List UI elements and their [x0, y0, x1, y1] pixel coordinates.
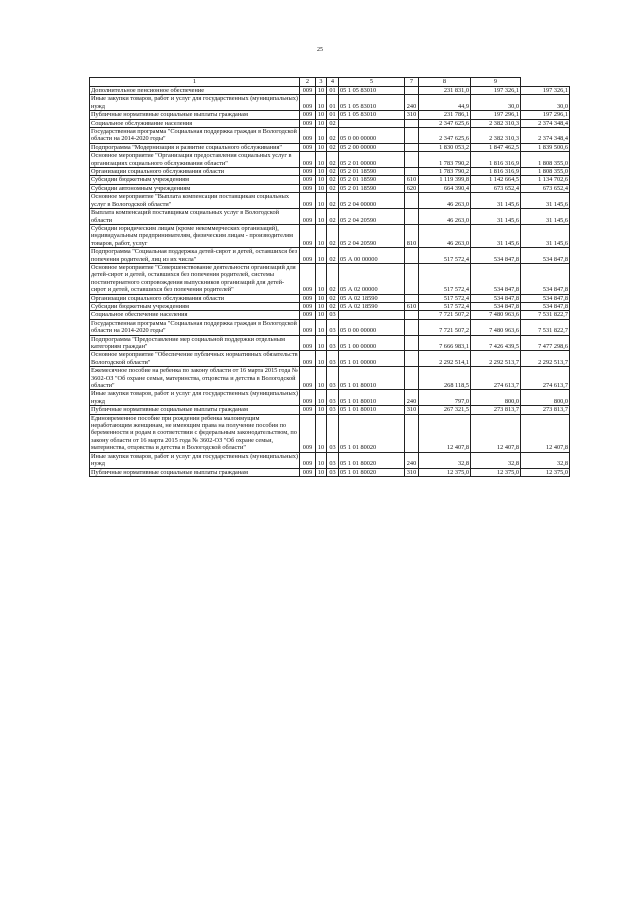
table-row — [90, 414, 570, 452]
table-row — [90, 111, 570, 119]
admin-code-cell: 009 — [300, 143, 316, 151]
subsection-cell: 03 — [327, 406, 339, 414]
admin-code-cell: 009 — [300, 263, 316, 294]
expense-type-cell: 310 — [405, 406, 419, 414]
expense-type-cell — [405, 335, 419, 351]
amount-2019-cell: 197 296,1 — [471, 111, 521, 119]
amount-2020-cell: 534 847,8 — [521, 294, 570, 302]
page-number: 25 — [317, 47, 323, 53]
admin-code-cell: 009 — [300, 152, 316, 168]
subsection-cell: 02 — [327, 176, 339, 184]
amount-2018-cell: 7 666 983,1 — [419, 335, 471, 351]
amount-2018-cell: 797,0 — [419, 390, 471, 406]
amount-2018-cell: 32,8 — [419, 452, 471, 468]
section-cell: 10 — [316, 224, 327, 247]
subsection-cell: 03 — [327, 452, 339, 468]
table-row — [90, 209, 570, 225]
amount-2019-cell: 534 847,8 — [471, 263, 521, 294]
table-row — [90, 302, 570, 310]
row-name-cell: Подпрограмма "Социальная поддержка детей-сирот и детей, оставшихся без попечения родителей, лиц из их числа" — [90, 248, 300, 264]
target-code-cell: 05 1 01 80020 — [339, 468, 405, 476]
admin-code-cell: 009 — [300, 209, 316, 225]
admin-code-cell: 009 — [300, 468, 316, 476]
table-row — [90, 119, 570, 127]
row-name-cell: Субсидии бюджетным учреждениям — [90, 302, 300, 310]
expense-type-cell — [405, 168, 419, 176]
section-cell: 10 — [316, 248, 327, 264]
subsection-cell: 02 — [327, 224, 339, 247]
amount-2020-cell: 2 374 348,4 — [521, 128, 570, 144]
admin-code-cell: 009 — [300, 351, 316, 367]
budget-table — [89, 77, 570, 477]
expense-type-cell: 810 — [405, 224, 419, 247]
table-row — [90, 248, 570, 264]
section-cell: 10 — [316, 294, 327, 302]
admin-code-cell: 009 — [300, 184, 316, 192]
table-row — [90, 152, 570, 168]
table-header-row — [90, 78, 570, 87]
amount-2018-cell: 517 572,4 — [419, 263, 471, 294]
amount-2018-cell: 517 572,4 — [419, 294, 471, 302]
admin-code-cell: 009 — [300, 406, 316, 414]
subsection-cell: 03 — [327, 414, 339, 452]
expense-type-cell: 240 — [405, 452, 419, 468]
target-code-cell: 05 2 04 00000 — [339, 193, 405, 209]
row-name-cell: Публичные нормативные социальные выплаты гражданам — [90, 468, 300, 476]
amount-2020-cell: 197 296,1 — [521, 111, 570, 119]
target-code-cell: 05 1 01 80020 — [339, 414, 405, 452]
row-name-cell: Основное мероприятие "Организация предоставления социальных услуг в организациях социального обслуживания области" — [90, 152, 300, 168]
expense-type-cell — [405, 351, 419, 367]
section-cell: 10 — [316, 184, 327, 192]
expense-type-cell: 240 — [405, 390, 419, 406]
column-header: 2 — [300, 78, 316, 87]
admin-code-cell: 009 — [300, 224, 316, 247]
row-name-cell: Субсидии юридическим лицам (кроме некоммерческих организаций), индивидуальным предпринимателям, физическим лицам - производителям товаров, работ, услуг — [90, 224, 300, 247]
amount-2018-cell: 46 263,0 — [419, 193, 471, 209]
amount-2018-cell: 7 721 507,2 — [419, 319, 471, 335]
subsection-cell: 02 — [327, 209, 339, 225]
section-cell: 10 — [316, 87, 327, 95]
column-header: 1 — [90, 78, 300, 87]
row-name-cell: Иные закупки товаров, работ и услуг для государственных (муниципальных) нужд — [91, 95, 299, 110]
amount-2018-cell: 7 721 507,2 — [419, 311, 471, 319]
target-code-cell — [339, 311, 405, 319]
row-name-cell: Дополнительное пенсионное обеспечение — [90, 87, 300, 95]
amount-2020-cell: 1 808 355,0 — [521, 152, 570, 168]
target-code-cell: 05 1 01 80010 — [339, 390, 405, 406]
table-row — [90, 367, 570, 390]
amount-2020-cell: 197 326,1 — [521, 87, 570, 95]
amount-2019-cell: 2 292 513,7 — [471, 351, 521, 367]
amount-2018-cell: 46 263,0 — [419, 224, 471, 247]
amount-2018-cell: 2 347 625,6 — [419, 128, 471, 144]
section-cell: 10 — [316, 209, 327, 225]
expense-type-cell: 310 — [405, 468, 419, 476]
amount-2018-cell: 517 572,4 — [419, 302, 471, 310]
admin-code-cell: 009 — [300, 119, 316, 127]
amount-2019-cell: 1 816 316,9 — [471, 168, 521, 176]
amount-2019-cell: 274 613,7 — [471, 367, 521, 390]
admin-code-cell: 009 — [300, 319, 316, 335]
row-name-cell: Субсидии автономным учреждениям — [90, 184, 300, 192]
amount-2019-cell: 30,0 — [471, 95, 521, 111]
target-code-cell: 05 А 00 00000 — [339, 248, 405, 264]
subsection-cell: 03 — [327, 468, 339, 476]
section-cell: 10 — [316, 152, 327, 168]
target-code-cell: 05 1 01 80010 — [339, 406, 405, 414]
target-code-cell — [339, 119, 405, 127]
target-code-cell: 05 2 01 00000 — [339, 152, 405, 168]
amount-2019-cell: 7 480 963,6 — [471, 319, 521, 335]
amount-2018-cell: 2 292 514,1 — [419, 351, 471, 367]
target-code-cell: 05 2 01 18590 — [339, 168, 405, 176]
admin-code-cell: 009 — [300, 414, 316, 452]
expense-type-cell — [405, 87, 419, 95]
section-cell: 10 — [316, 319, 327, 335]
amount-2019-cell: 12 375,0 — [471, 468, 521, 476]
expense-type-cell — [405, 294, 419, 302]
target-code-cell: 05 А 02 18590 — [339, 302, 405, 310]
amount-2020-cell: 31 145,6 — [521, 193, 570, 209]
column-header: 3 — [316, 78, 327, 87]
amount-2018-cell: 231 786,1 — [419, 111, 471, 119]
row-name-cell: Иные закупки товаров, работ и услуг для государственных (муниципальных) нужд — [91, 390, 299, 405]
column-header: 8 — [419, 78, 471, 87]
amount-2019-cell: 197 326,1 — [471, 87, 521, 95]
admin-code-cell: 009 — [300, 367, 316, 390]
amount-2020-cell: 7 531 822,7 — [521, 319, 570, 335]
expense-type-cell — [405, 311, 419, 319]
amount-2018-cell: 1 783 790,2 — [419, 168, 471, 176]
target-code-cell: 05 1 01 80020 — [339, 452, 405, 468]
row-name-cell: Подпрограмма "Модернизация и развитие социального обслуживания" — [90, 143, 300, 151]
amount-2019-cell: 534 847,8 — [471, 294, 521, 302]
section-cell: 10 — [316, 311, 327, 319]
amount-2019-cell: 2 382 310,3 — [471, 119, 521, 127]
row-name-cell: Организации социального обслуживания области — [90, 294, 300, 302]
target-code-cell: 05 2 01 18590 — [339, 176, 405, 184]
expense-type-cell — [405, 128, 419, 144]
amount-2018-cell: 44,9 — [419, 95, 471, 111]
subsection-cell: 03 — [327, 335, 339, 351]
amount-2019-cell: 31 145,6 — [471, 209, 521, 225]
table-row — [90, 168, 570, 176]
amount-2020-cell: 673 652,4 — [521, 184, 570, 192]
amount-2018-cell: 231 831,0 — [419, 87, 471, 95]
section-cell: 10 — [316, 351, 327, 367]
amount-2018-cell: 12 375,0 — [419, 468, 471, 476]
table-row — [90, 95, 570, 111]
amount-2019-cell: 1 816 316,9 — [471, 152, 521, 168]
amount-2020-cell: 2 374 348,4 — [521, 119, 570, 127]
admin-code-cell: 009 — [300, 111, 316, 119]
row-name-cell: Государственная программа "Социальная поддержка граждан в Вологодской области на 2014-2020 годы" — [90, 128, 300, 144]
amount-2020-cell: 273 813,7 — [521, 406, 570, 414]
subsection-cell: 02 — [327, 294, 339, 302]
amount-2019-cell: 7 426 439,5 — [471, 335, 521, 351]
subsection-cell: 02 — [327, 302, 339, 310]
amount-2018-cell: 517 572,4 — [419, 248, 471, 264]
section-cell: 10 — [316, 390, 327, 406]
target-code-cell: 05 2 04 20590 — [339, 224, 405, 247]
amount-2020-cell: 534 847,8 — [521, 302, 570, 310]
amount-2019-cell: 7 480 963,6 — [471, 311, 521, 319]
expense-type-cell — [405, 248, 419, 264]
column-header: 9 — [471, 78, 521, 87]
amount-2019-cell: 534 847,8 — [471, 302, 521, 310]
amount-2020-cell: 1 134 702,6 — [521, 176, 570, 184]
section-cell: 10 — [316, 143, 327, 151]
expense-type-cell — [405, 209, 419, 225]
subsection-cell: 02 — [327, 143, 339, 151]
amount-2018-cell: 268 118,5 — [419, 367, 471, 390]
amount-2019-cell: 31 145,6 — [471, 193, 521, 209]
expense-type-cell: 310 — [405, 111, 419, 119]
subsection-cell: 02 — [327, 168, 339, 176]
target-code-cell: 05 А 02 18590 — [339, 294, 405, 302]
row-name-cell: Социальное обеспечение населения — [90, 311, 300, 319]
expense-type-cell — [405, 152, 419, 168]
row-name-cell: Подпрограмма "Предоставление мер социальной поддержки отдельным категориям граждан" — [90, 335, 300, 351]
section-cell: 10 — [316, 168, 327, 176]
target-code-cell: 05 2 00 00000 — [339, 143, 405, 151]
target-code-cell: 05 1 05 83010 — [339, 95, 405, 111]
target-code-cell: 05 А 02 00000 — [339, 263, 405, 294]
table-row — [90, 406, 570, 414]
table-row — [90, 351, 570, 367]
amount-2020-cell: 7 477 298,6 — [521, 335, 570, 351]
subsection-cell: 02 — [327, 119, 339, 127]
subsection-cell: 03 — [327, 390, 339, 406]
expense-type-cell — [405, 367, 419, 390]
amount-2019-cell: 534 847,8 — [471, 248, 521, 264]
table-row — [90, 87, 570, 95]
target-code-cell: 05 0 00 00000 — [339, 319, 405, 335]
amount-2018-cell: 1 783 790,2 — [419, 152, 471, 168]
expense-type-cell: 610 — [405, 302, 419, 310]
subsection-cell: 01 — [327, 95, 339, 111]
subsection-cell: 02 — [327, 184, 339, 192]
table-row — [90, 319, 570, 335]
target-code-cell: 05 1 00 00000 — [339, 335, 405, 351]
table-row — [90, 176, 570, 184]
row-name-cell: Государственная программа "Социальная поддержка граждан в Вологодской области на 2014-2020 годы" — [90, 319, 300, 335]
row-name-cell: Субсидии бюджетным учреждениям — [90, 176, 300, 184]
expense-type-cell — [405, 119, 419, 127]
table-row — [90, 294, 570, 302]
amount-2020-cell: 1 839 500,6 — [521, 143, 570, 151]
admin-code-cell: 009 — [300, 311, 316, 319]
subsection-cell: 02 — [327, 248, 339, 264]
subsection-cell: 03 — [327, 319, 339, 335]
row-name-cell: Публичные нормативные социальные выплаты гражданам — [90, 406, 300, 414]
section-cell: 10 — [316, 193, 327, 209]
amount-2019-cell: 31 145,6 — [471, 224, 521, 247]
admin-code-cell: 009 — [300, 302, 316, 310]
amount-2020-cell: 12 407,8 — [521, 414, 570, 452]
subsection-cell: 02 — [327, 128, 339, 144]
subsection-cell: 02 — [327, 263, 339, 294]
subsection-cell: 03 — [327, 367, 339, 390]
column-header: 4 — [327, 78, 339, 87]
target-code-cell: 05 2 01 18590 — [339, 184, 405, 192]
amount-2019-cell: 1 847 462,5 — [471, 143, 521, 151]
expense-type-cell: 610 — [405, 176, 419, 184]
row-name-cell: Публичные нормативные социальные выплаты гражданам — [90, 111, 300, 119]
amount-2019-cell: 12 407,8 — [471, 414, 521, 452]
column-header: 7 — [405, 78, 419, 87]
row-name-cell: Социальное обслуживание населения — [90, 119, 300, 127]
table-row — [90, 390, 570, 406]
section-cell: 10 — [316, 335, 327, 351]
admin-code-cell: 009 — [300, 452, 316, 468]
amount-2020-cell: 534 847,8 — [521, 263, 570, 294]
expense-type-cell — [405, 193, 419, 209]
table-row — [90, 128, 570, 144]
section-cell: 10 — [316, 111, 327, 119]
section-cell: 10 — [316, 452, 327, 468]
amount-2020-cell: 7 531 822,7 — [521, 311, 570, 319]
subsection-cell: 01 — [327, 111, 339, 119]
amount-2018-cell: 2 347 625,6 — [419, 119, 471, 127]
section-cell: 10 — [316, 302, 327, 310]
section-cell: 10 — [316, 263, 327, 294]
amount-2019-cell: 1 142 664,5 — [471, 176, 521, 184]
amount-2020-cell: 30,0 — [521, 95, 570, 111]
row-name-cell: Выплата компенсаций поставщикам социальных услуг в Вологодской области — [90, 209, 300, 225]
section-cell: 10 — [316, 406, 327, 414]
target-code-cell: 05 2 04 20590 — [339, 209, 405, 225]
subsection-cell: 03 — [327, 351, 339, 367]
subsection-cell: 03 — [327, 311, 339, 319]
section-cell: 10 — [316, 414, 327, 452]
row-name-cell: Иные закупки товаров, работ и услуг для государственных (муниципальных) нужд — [91, 452, 299, 468]
subsection-cell: 02 — [327, 152, 339, 168]
table-row — [90, 184, 570, 192]
amount-2019-cell: 273 813,7 — [471, 406, 521, 414]
row-name-cell: Основное мероприятие "Выплата компенсации поставщикам социальных услуг в Вологодской области" — [90, 193, 300, 209]
target-code-cell: 05 1 01 80010 — [339, 367, 405, 390]
target-code-cell: 05 1 05 83010 — [339, 87, 405, 95]
amount-2020-cell: 800,0 — [521, 390, 570, 406]
section-cell: 10 — [316, 367, 327, 390]
amount-2020-cell: 274 613,7 — [521, 367, 570, 390]
amount-2018-cell: 664 390,4 — [419, 184, 471, 192]
table-row — [90, 335, 570, 351]
section-cell: 10 — [316, 119, 327, 127]
table-body — [90, 87, 570, 477]
admin-code-cell: 009 — [300, 193, 316, 209]
expense-type-cell — [405, 319, 419, 335]
amount-2018-cell: 267 321,5 — [419, 406, 471, 414]
amount-2020-cell: 32,8 — [521, 452, 570, 468]
table-row — [90, 452, 570, 468]
amount-2020-cell: 31 145,6 — [521, 209, 570, 225]
row-name-cell: Единовременное пособие при рождении ребенка малоимущим неработающим женщинам, не имеющим права на получение пособия по беременности и родам в соответствии с федеральным законодательством, по закону области от 16 марта 2015 года № 3602-ОЗ "Об охране семьи, материнства, отцовства и детства в Вологодской области" — [90, 414, 300, 452]
subsection-cell: 02 — [327, 193, 339, 209]
amount-2019-cell: 673 652,4 — [471, 184, 521, 192]
section-cell: 10 — [316, 468, 327, 476]
amount-2018-cell: 1 830 053,2 — [419, 143, 471, 151]
expense-type-cell: 620 — [405, 184, 419, 192]
admin-code-cell: 009 — [300, 128, 316, 144]
amount-2019-cell: 32,8 — [471, 452, 521, 468]
amount-2018-cell: 1 119 399,8 — [419, 176, 471, 184]
expense-type-cell — [405, 414, 419, 452]
amount-2018-cell: 12 407,8 — [419, 414, 471, 452]
amount-2020-cell: 1 808 355,0 — [521, 168, 570, 176]
section-cell: 10 — [316, 176, 327, 184]
amount-2020-cell: 2 292 513,7 — [521, 351, 570, 367]
target-code-cell: 05 1 01 00000 — [339, 351, 405, 367]
expense-type-cell — [405, 263, 419, 294]
table-row — [90, 468, 570, 476]
table-row — [90, 311, 570, 319]
target-code-cell: 05 1 05 83010 — [339, 111, 405, 119]
table-row — [90, 224, 570, 247]
amount-2018-cell: 46 263,0 — [419, 209, 471, 225]
subsection-cell: 01 — [327, 87, 339, 95]
amount-2019-cell: 2 382 310,3 — [471, 128, 521, 144]
admin-code-cell: 009 — [300, 95, 316, 111]
target-code-cell: 05 0 00 00000 — [339, 128, 405, 144]
section-cell: 10 — [316, 128, 327, 144]
amount-2020-cell: 534 847,8 — [521, 248, 570, 264]
amount-2019-cell: 800,0 — [471, 390, 521, 406]
row-name-cell: Организации социального обслуживания области — [90, 168, 300, 176]
section-cell: 10 — [316, 95, 327, 111]
row-name-cell: Основное мероприятие "Совершенствование деятельности организаций для детей-сирот и детей, оставшихся без попечения родителей, системы постинтернатного сопровождения выпускников организаций для детей-сирот и детей, оставшихся без попечения родителей" — [90, 263, 300, 294]
expense-type-cell: 240 — [405, 95, 419, 111]
expense-type-cell — [405, 143, 419, 151]
admin-code-cell: 009 — [300, 87, 316, 95]
table-row — [90, 143, 570, 151]
admin-code-cell: 009 — [300, 248, 316, 264]
table-row — [90, 193, 570, 209]
admin-code-cell: 009 — [300, 335, 316, 351]
column-header: 5 — [339, 78, 405, 87]
row-name-cell: Основное мероприятие "Обеспечение публичных нормативных обязательств Вологодской области" — [91, 351, 298, 366]
admin-code-cell: 009 — [300, 390, 316, 406]
admin-code-cell: 009 — [300, 168, 316, 176]
amount-2020-cell: 31 145,6 — [521, 224, 570, 247]
admin-code-cell: 009 — [300, 176, 316, 184]
table-row — [90, 263, 570, 294]
amount-2020-cell: 12 375,0 — [521, 468, 570, 476]
admin-code-cell: 009 — [300, 294, 316, 302]
row-name-cell: Ежемесячное пособие на ребенка по закону области от 16 марта 2015 года № 3602-ОЗ "Об охране семьи, материнства, отцовства и детства в Вологодской области" — [91, 367, 298, 390]
